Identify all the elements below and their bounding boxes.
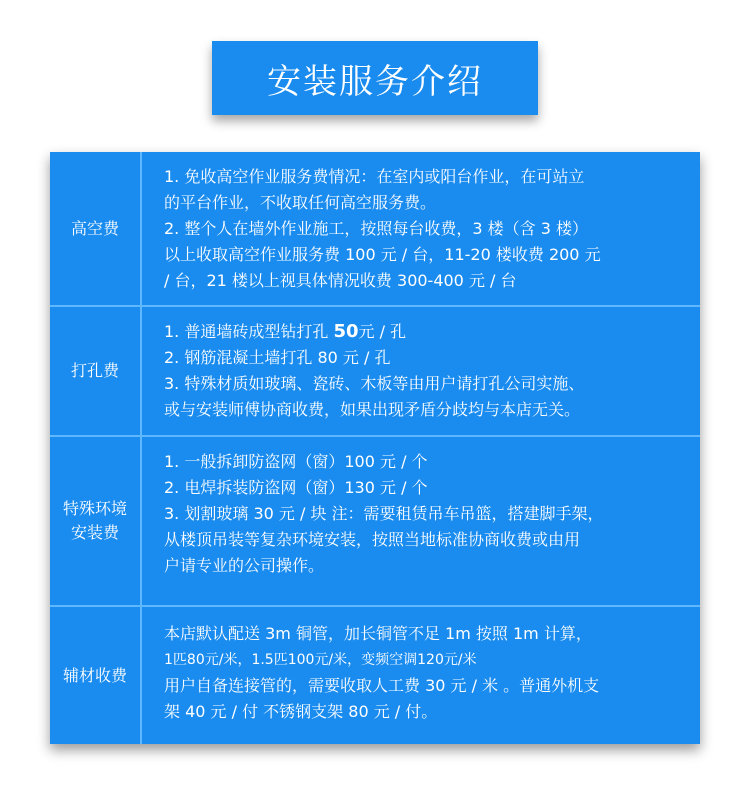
content-line: 本店默认配送 3m 铜管，加长铜管不足 1m 按照 1m 计算，: [164, 624, 592, 643]
content-line: 户请专业的公司操作。: [164, 556, 325, 575]
content-line: 1匹80元/米，1.5匹100元/米，变频空调120元/米: [164, 652, 477, 668]
row-content-materials: [142, 607, 700, 744]
row-content-drilling: [142, 307, 700, 435]
row-label-line: 特殊环境: [62, 499, 127, 518]
content-line: 1. 一般拆卸防盗网（窗）100 元 / 个: [164, 452, 428, 471]
row-label-drilling: 打孔费: [50, 307, 142, 435]
content-line: 1. 免收高空作业服务费情况：在室内或阳台作业，在可站立: [164, 167, 585, 186]
price-highlight: 50: [333, 321, 359, 342]
table-row-high-altitude: [50, 152, 700, 307]
table-row-drilling: [50, 307, 700, 437]
row-label-special-environment: [50, 437, 142, 605]
row-content-high-altitude: [142, 152, 700, 305]
page-title: 安装服务介绍: [212, 41, 538, 115]
content-text: 1. 普通墙砖成型钻打孔: [164, 322, 334, 341]
content-line: / 台，21 楼以上视具体情况收费 300-400 元 / 台: [164, 271, 517, 290]
content-line: 架 40 元 / 付 不锈钢支架 80 元 / 付。: [164, 702, 438, 721]
content-line: 用户自备连接管的，需要收取人工费 30 元 / 米 。普通外机支: [164, 676, 600, 695]
content-line: 或与安装师傅协商收费，如果出现矛盾分歧均与本店无关。: [164, 400, 581, 419]
content-line: 的平台作业，不收取任何高空服务费。: [164, 193, 437, 212]
row-content-special-environment: [142, 437, 700, 605]
content-line: 2. 整个人在墙外作业施工，按照每台收费，3 楼（含 3 楼）: [164, 219, 588, 238]
row-label-high-altitude: 高空费: [50, 152, 142, 305]
table-row-materials: [50, 607, 700, 744]
content-line: 3. 划割玻璃 30 元 / 块 注：需要租赁吊车吊篮，搭建脚手架，: [164, 504, 604, 523]
content-line: [164, 319, 684, 345]
content-line: 2. 钢筋混凝土墙打孔 80 元 / 孔: [164, 348, 391, 367]
content-line: 3. 特殊材质如玻璃、瓷砖、木板等由用户请打孔公司实施、: [164, 374, 585, 393]
table-row-special-environment: [50, 437, 700, 607]
content-line: 以上收取高空作业服务费 100 元 / 台，11-20 楼收费 200 元: [164, 245, 601, 264]
content-line: 从楼顶吊装等复杂环境安装，按照当地标准协商收费或由用: [164, 530, 581, 549]
content-line: 2. 电焊拆装防盗网（窗）130 元 / 个: [164, 478, 428, 497]
content-text: 元 / 孔: [358, 322, 407, 341]
row-label-materials: 辅材收费: [50, 607, 142, 744]
row-label-line: 安装费: [70, 523, 119, 542]
service-fee-table: [50, 152, 700, 744]
